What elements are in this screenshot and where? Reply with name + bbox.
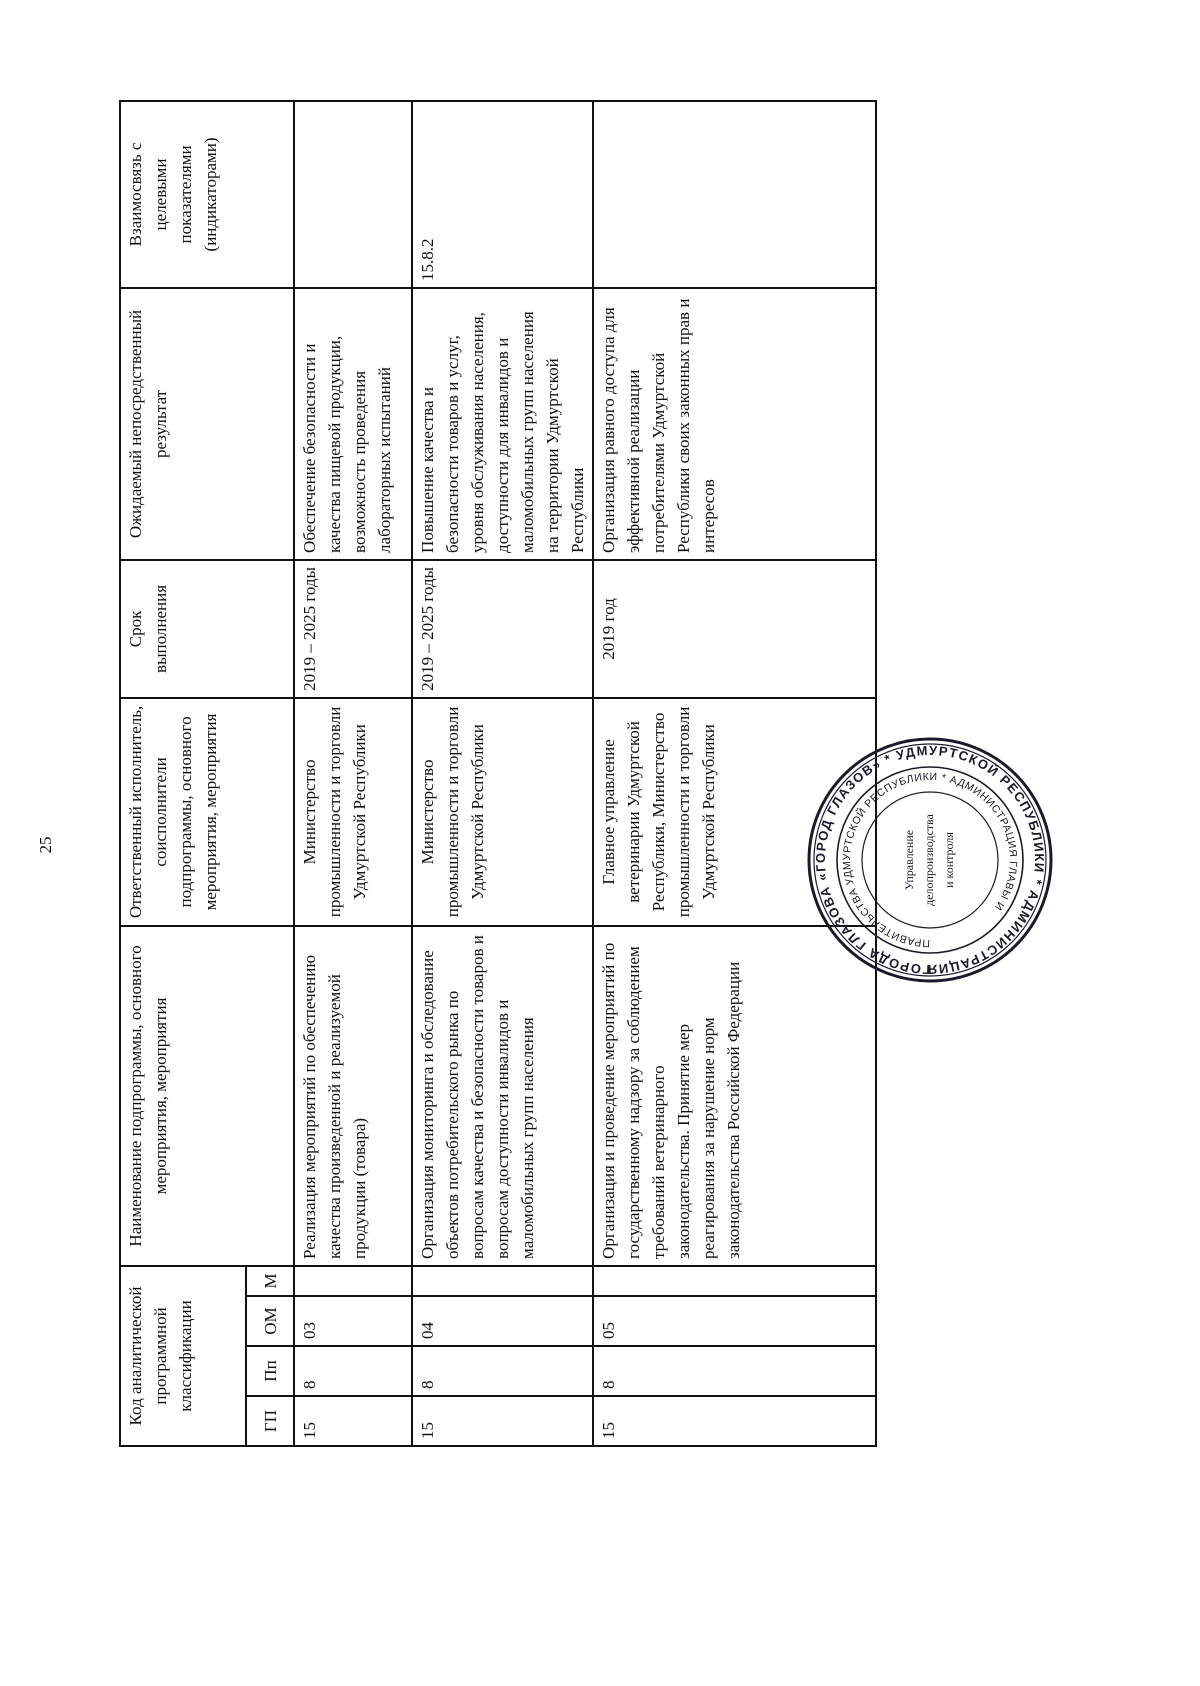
cell-gp: 15 (412, 1396, 593, 1446)
cell-result: Организация равного доступа для эффективной реализации потребителями Удмуртской Республики своих законных прав и интересов (593, 288, 876, 560)
cell-m (412, 1266, 593, 1296)
cell-term: 2019 – 2025 годы (412, 560, 593, 698)
cell-responsible: Министерство промышленности и торговли Удмуртской Республики (412, 698, 593, 926)
header-term: Срок выполнения (120, 560, 294, 698)
cell-gp: 15 (593, 1396, 876, 1446)
table-row (294, 101, 412, 1446)
table-rotated-wrapper (119, 102, 862, 1447)
seal-center-line-3: и контроля (942, 832, 956, 888)
seal-inner-text: ПРАВИТЕЛЬСТВА УДМУРТСКОЙ РЕСПУБЛИКИ * АДМИНИСТРАЦИЯ ГЛАВЫ И (840, 770, 1020, 950)
header-row (120, 101, 246, 1446)
cell-link (294, 101, 412, 288)
cell-responsible: Главное управление ветеринарии Удмуртской Республики, Министерство промышленности и торговли Удмуртской Республики (593, 698, 876, 926)
header-om: ОМ (246, 1296, 294, 1346)
cell-link (593, 101, 876, 288)
table-rotated (119, 102, 862, 1447)
page-number: 25 (36, 836, 55, 854)
official-seal (805, 735, 1055, 985)
cell-name: Организация мониторинга и обследование объектов потребительского рынка по вопросам качества и безопасности товаров и вопросам доступности инвалидов и маломобильных групп населения (412, 926, 593, 1266)
cell-term: 2019 – 2025 годы (294, 560, 412, 698)
header-m: М (246, 1266, 294, 1296)
cell-m (294, 1266, 412, 1296)
header-gp: ГП (246, 1396, 294, 1446)
header-name: Наименование подпрограммы, основного мероприятия, мероприятия (120, 926, 294, 1266)
cell-result: Обеспечение безопасности и качества пищевой продукции, возможность проведения лабораторных испытаний (294, 288, 412, 560)
cell-name: Организация и проведение мероприятий по государственному надзору за соблюдением требований ветеринарного законодательства. Принятие мер реагирования за нарушение норм законодательства Российской Федерации (593, 926, 876, 1266)
cell-name: Реализация мероприятий по обеспечению качества произведенной и реализуемой продукции (товара) (294, 926, 412, 1266)
cell-pp: 8 (294, 1346, 412, 1396)
cell-link: 15.8.2 (412, 101, 593, 288)
cell-m (593, 1266, 876, 1296)
activity-table (119, 100, 877, 1447)
cell-om: 05 (593, 1296, 876, 1346)
table-row (412, 101, 593, 1446)
seal-center-line-1: Управление (902, 829, 916, 891)
header-link: Взаимосвязь с целевыми показателями (индикаторами) (120, 101, 294, 288)
cell-term: 2019 год (593, 560, 876, 698)
seal-outer-text: ГОРОДА ГЛАЗОВА «ГОРОД ГЛАЗОВ» * УДМУРТСКОЙ РЕСПУБЛИКИ * АДМИНИСТРАЦИЯ (812, 742, 1048, 978)
cell-gp: 15 (294, 1396, 412, 1446)
cell-om: 03 (294, 1296, 412, 1346)
cell-om: 04 (412, 1296, 593, 1346)
cell-pp: 8 (412, 1346, 593, 1396)
cell-pp: 8 (593, 1346, 876, 1396)
header-responsible: Ответственный исполнитель, соисполнители подпрограммы, основного мероприятия, мероприятия (120, 698, 294, 926)
header-result: Ожидаемый непосредственный результат (120, 288, 294, 560)
cell-result: Повышение качества и безопасности товаров и услуг, уровня обслуживания населения, доступности для инвалидов и маломобильных групп населения на территории Удмуртской Республики (412, 288, 593, 560)
header-pp: Пп (246, 1346, 294, 1396)
cell-responsible: Министерство промышленности и торговли Удмуртской Республики (294, 698, 412, 926)
seal-center-line-2: делопроизводства (922, 814, 936, 906)
header-code: Код аналитической программной классификации (120, 1266, 246, 1446)
